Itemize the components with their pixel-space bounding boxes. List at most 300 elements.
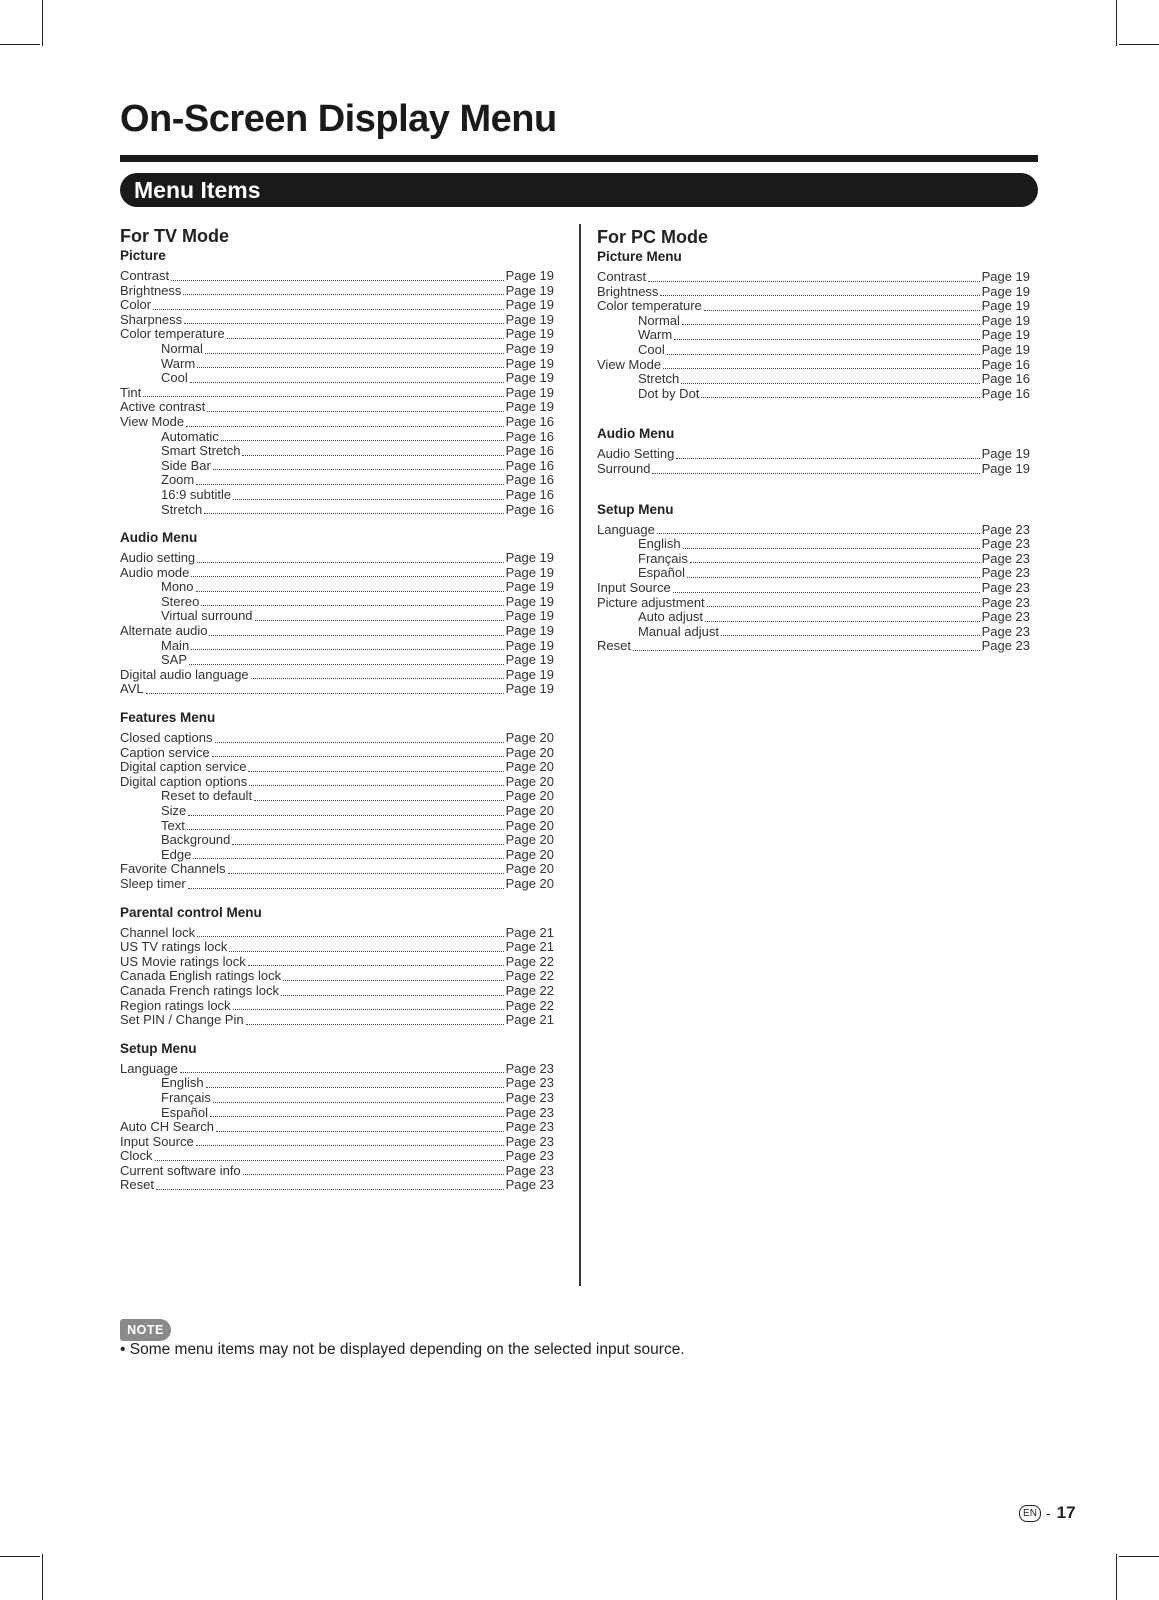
menu-item-label: Edge [161,846,192,862]
menu-item-page-ref: Page 20 [505,730,554,746]
menu-item-label: Language [597,521,655,537]
menu-item-label: Cool [161,370,188,386]
menu-subitem [597,314,1030,329]
dot-leader [204,513,503,514]
menu-item [597,285,1030,300]
menu-item-label: Normal [638,312,680,328]
dot-leader [233,499,503,500]
menu-item-label: SAP [161,652,188,668]
dot-leader [207,411,503,412]
menu-item-label: Brightness [597,283,659,299]
menu-item-page-ref: Page 19 [981,298,1030,314]
menu-item [120,566,554,581]
menu-item-label: AVL [120,681,144,697]
note-badge: NOTE [120,1319,171,1341]
menu-subitem [597,610,1030,625]
menu-item [120,1149,554,1164]
menu-item [120,682,554,697]
note-text: • Some menu items may not be displayed depending on the selected input source. [120,1341,685,1358]
menu-item-page-ref: Page 23 [981,521,1030,537]
menu-item-label: Contrast [597,269,647,284]
dot-leader [667,354,980,355]
dot-leader [248,965,504,966]
menu-item [120,415,554,430]
dot-leader [652,473,979,474]
menu-item-label: Size [161,803,187,818]
menu-item-page-ref: Page 19 [505,550,554,566]
menu-item-page-ref: Page 16 [505,457,554,473]
menu-item-page-ref: Page 22 [505,997,554,1013]
menu-item-label: Surround [597,460,651,476]
menu-subitem [120,488,554,503]
menu-item [597,358,1030,373]
dot-leader [180,1072,504,1073]
menu-item-label: Audio setting [120,550,196,566]
menu-item [120,624,554,639]
menu-section-title: Parental control Menu [120,904,262,920]
menu-item-page-ref: Page 19 [505,355,554,371]
menu-section [120,904,554,1028]
dot-leader [704,310,980,311]
dot-leader [242,455,503,456]
menu-item-page-ref: Page 20 [505,846,554,862]
menu-subitem [120,833,554,848]
dot-leader [216,1131,504,1132]
menu-item-label: Stretch [638,371,680,387]
menu-item-label: Background [161,832,231,848]
dot-leader [648,281,979,282]
menu-item-page-ref: Page 19 [505,399,554,415]
menu-item-label: Español [638,565,685,581]
dot-leader [707,606,980,607]
menu-item-label: Alternate audio [120,623,208,639]
menu-section [120,529,554,697]
menu-item [120,269,554,284]
menu-item-page-ref: Page 20 [505,759,554,775]
menu-item-page-ref: Page 16 [505,501,554,517]
dot-leader [246,1024,504,1025]
menu-item-label: Digital caption options [120,773,248,789]
menu-item-page-ref: Page 21 [505,1012,554,1028]
menu-section-title: Setup Menu [120,1040,197,1056]
menu-item [597,270,1030,285]
menu-item-label: Color [120,297,152,313]
menu-item-page-ref: Page 19 [505,666,554,682]
dot-leader [184,323,503,324]
menu-item-label: US Movie ratings lock [120,953,246,969]
menu-subitem [597,552,1030,567]
menu-item-page-ref: Page 22 [505,953,554,969]
dot-leader [254,800,504,801]
dot-leader [690,562,980,563]
menu-section-title: Picture [120,248,166,263]
menu-item-page-ref: Page 21 [505,939,554,955]
menu-item-page-ref: Page 19 [505,297,554,313]
menu-item-page-ref: Page 20 [505,832,554,848]
menu-item-page-ref: Page 19 [981,460,1030,476]
menu-item-label: Clock [120,1148,153,1164]
menu-item-page-ref: Page 23 [505,1119,554,1135]
menu-item-page-ref: Page 19 [505,268,554,283]
crop-mark [1116,1554,1117,1600]
menu-item [120,731,554,746]
dot-leader [183,294,503,295]
menu-item-label: View Mode [597,356,662,372]
menu-item-page-ref: Page 20 [505,817,554,833]
menu-item [120,999,554,1014]
menu-subitem [120,653,554,668]
menu-item-label: Automatic [161,428,219,444]
menu-item [597,299,1030,314]
menu-subitem [120,1106,554,1121]
dot-leader [682,324,980,325]
menu-section [120,709,554,892]
menu-item-label: Digital audio language [120,666,249,682]
dot-leader [232,844,503,845]
menu-item-page-ref: Page 23 [981,623,1030,639]
menu-section-title: Features Menu [120,710,216,726]
menu-item-page-ref: Page 19 [505,282,554,298]
menu-item-page-ref: Page 19 [505,311,554,327]
menu-item-page-ref: Page 16 [505,472,554,488]
dot-leader [210,1116,504,1117]
dot-leader [187,829,504,830]
menu-item-label: Audio mode [120,564,190,580]
dot-leader [213,1102,504,1103]
menu-item [597,523,1030,538]
menu-item-label: Canada French ratings lock [120,982,279,998]
menu-item-label: Auto adjust [638,609,704,625]
menu-section-title: Picture Menu [597,249,682,264]
menu-item-label: Current software info [120,1162,241,1178]
menu-subitem [120,789,554,804]
menu-item [120,1135,554,1150]
dot-leader [676,458,979,459]
dot-leader [186,426,503,427]
dot-leader [721,635,980,636]
crop-mark [0,44,40,45]
dot-leader [633,650,980,651]
menu-item-page-ref: Page 23 [505,1075,554,1091]
menu-subitem [120,342,554,357]
dot-leader [249,785,503,786]
dot-leader [673,592,980,593]
dot-leader [153,309,503,310]
menu-subitem [120,503,554,518]
menu-item-page-ref: Page 19 [505,326,554,342]
tv-mode-title: For TV Mode [120,226,229,246]
dot-leader [197,936,503,937]
dot-leader [190,382,504,383]
tv-mode-sections [120,247,554,1193]
dot-leader [233,1009,504,1010]
page-footer [1019,1502,1076,1524]
dot-leader [701,397,979,398]
menu-item [120,984,554,999]
menu-item-label: Main [161,637,190,653]
menu-subitem [120,639,554,654]
menu-item-label: Set PIN / Change Pin [120,1012,244,1028]
menu-item-page-ref: Page 20 [505,744,554,760]
menu-item-label: Tint [120,384,142,400]
menu-item-page-ref: Page 19 [505,579,554,595]
menu-item-label: Input Source [120,1133,194,1149]
dot-leader [213,469,504,470]
crop-mark [42,0,43,46]
menu-item-page-ref: Page 20 [505,861,554,877]
menu-item [120,746,554,761]
menu-section-title: Setup Menu [597,501,674,517]
menu-subitem [597,566,1030,581]
dot-leader [283,980,503,981]
menu-item-page-ref: Page 19 [981,283,1030,299]
menu-item-label: Canada English ratings lock [120,968,282,984]
menu-subitem [597,372,1030,387]
dot-leader [221,440,504,441]
menu-item-label: Favorite Channels [120,861,226,877]
menu-item-label: Active contrast [120,399,206,415]
menu-subitem [597,328,1030,343]
dot-leader [201,605,503,606]
dot-leader [196,484,503,485]
menu-item-label: Español [161,1104,208,1120]
menu-item-page-ref: Page 19 [505,608,554,624]
menu-item-label: Reset to default [161,788,253,804]
dot-leader [657,533,980,534]
menu-item-label: Brightness [120,282,182,298]
menu-subitem [597,343,1030,358]
menu-item-page-ref: Page 16 [505,413,554,429]
menu-subitem [120,473,554,488]
menu-item-page-ref: Page 20 [505,788,554,804]
menu-item-page-ref: Page 19 [505,564,554,580]
dot-leader [155,1160,504,1161]
dot-leader [156,1189,504,1190]
menu-item [120,284,554,299]
dot-leader [248,771,503,772]
menu-section [120,247,554,517]
menu-section [120,1040,554,1193]
dot-leader [212,756,504,757]
dot-leader [188,888,504,889]
dot-leader [681,383,979,384]
menu-item-label: Manual adjust [638,623,719,639]
menu-item-page-ref: Page 23 [981,579,1030,595]
menu-item-label: English [638,536,681,552]
menu-item [120,1062,554,1077]
menu-item-label: US TV ratings lock [120,939,228,955]
menu-item [120,940,554,955]
dot-leader [687,577,980,578]
menu-item-label: Reset [120,1177,154,1193]
menu-item-label: View Mode [120,413,185,429]
menu-item-label: Stereo [161,593,200,609]
menu-item-label: Français [638,550,688,566]
menu-subitem [597,537,1030,552]
menu-item-page-ref: Page 16 [981,385,1030,401]
menu-item [120,298,554,313]
dot-leader [196,591,504,592]
menu-subitem [120,804,554,819]
menu-item [120,1120,554,1135]
menu-item-page-ref: Page 23 [981,565,1030,581]
menu-section [597,248,1030,401]
page-number: 17 [1056,1503,1076,1522]
menu-item-page-ref: Page 19 [981,269,1030,284]
menu-item [120,775,554,790]
menu-item-page-ref: Page 20 [505,773,554,789]
menu-item-page-ref: Page 16 [505,486,554,502]
dot-leader [191,649,503,650]
dot-leader [189,664,504,665]
menu-item-page-ref: Page 23 [505,1162,554,1178]
menu-item [120,926,554,941]
pc-mode-column [597,226,1030,678]
menu-item-label: 16:9 subtitle [161,486,232,502]
crop-mark [42,1554,43,1600]
menu-section-title: Audio Menu [597,426,675,442]
menu-item [120,551,554,566]
menu-item-page-ref: Page 22 [505,968,554,984]
menu-item-page-ref: Page 23 [505,1089,554,1105]
crop-mark [1116,0,1117,46]
dot-leader [243,1174,504,1175]
menu-item-label: Français [161,1089,211,1105]
dot-leader [143,396,503,397]
menu-item-label: Mono [161,579,194,595]
menu-item [120,313,554,328]
menu-item-page-ref: Page 19 [981,341,1030,357]
menu-item-label: Stretch [161,501,203,517]
menu-item [120,1178,554,1193]
menu-subitem [597,387,1030,402]
menu-item-label: Side Bar [161,457,211,473]
menu-item-page-ref: Page 23 [981,550,1030,566]
menu-item [120,400,554,415]
menu-item [597,639,1030,654]
menu-item-page-ref: Page 23 [505,1133,554,1149]
menu-item-label: Picture adjustment [597,594,705,610]
menu-item [120,386,554,401]
menu-item-label: English [161,1075,204,1091]
menu-item [597,596,1030,611]
menu-section [597,425,1030,476]
dot-leader [191,576,503,577]
menu-item-label: Color temperature [597,298,702,314]
dot-leader [281,995,504,996]
dot-leader [205,353,504,354]
dot-leader [228,873,504,874]
menu-item-label: Warm [638,327,673,343]
menu-item-label: Sharpness [120,311,183,327]
dot-leader [215,742,504,743]
menu-item-label: Dot by Dot [638,385,700,401]
menu-item-page-ref: Page 20 [505,803,554,818]
menu-item [120,327,554,342]
menu-item-label: Sleep timer [120,875,186,891]
menu-subitem [120,371,554,386]
menu-item-page-ref: Page 23 [505,1060,554,1076]
title-rule [120,155,1038,162]
pc-mode-title: For PC Mode [597,227,708,247]
dot-leader [197,367,503,368]
crop-mark [1119,44,1159,45]
crop-mark [0,1556,40,1557]
dot-leader [227,338,504,339]
menu-item-page-ref: Page 16 [981,356,1030,372]
section-header-bar [120,173,1038,207]
language-badge: EN [1019,1505,1041,1522]
menu-item-label: Closed captions [120,730,213,746]
menu-item-page-ref: Page 19 [981,312,1030,328]
menu-item-page-ref: Page 23 [505,1148,554,1164]
dot-leader [209,635,503,636]
menu-item-page-ref: Page 19 [505,637,554,653]
menu-section-title: Audio Menu [120,530,198,546]
menu-item-page-ref: Page 23 [981,536,1030,552]
pc-mode-sections [597,248,1030,654]
menu-item-page-ref: Page 19 [505,370,554,386]
crop-mark [1119,1556,1159,1557]
menu-item [597,581,1030,596]
menu-item-label: Channel lock [120,924,196,940]
menu-item-label: Caption service [120,744,210,760]
menu-item [120,969,554,984]
menu-item-label: Language [120,1060,178,1076]
menu-subitem [597,625,1030,640]
menu-item-page-ref: Page 23 [981,594,1030,610]
menu-item-label: Auto CH Search [120,1119,214,1135]
menu-item-label: Cool [638,341,665,357]
menu-subitem [120,357,554,372]
dot-leader [196,1145,504,1146]
dot-leader [193,858,503,859]
menu-item-page-ref: Page 23 [505,1104,554,1120]
menu-item-label: Zoom [161,472,195,488]
menu-item [120,1164,554,1179]
menu-item-page-ref: Page 23 [981,609,1030,625]
dot-leader [705,621,980,622]
dot-leader [229,951,503,952]
menu-subitem [120,1076,554,1091]
menu-subitem [120,444,554,459]
menu-subitem [120,848,554,863]
dot-leader [251,678,504,679]
dot-leader [188,815,503,816]
menu-item-label: Digital caption service [120,759,247,775]
menu-item-label: Contrast [120,268,170,283]
menu-item-page-ref: Page 19 [505,593,554,609]
page-separator: - [1046,1505,1051,1521]
menu-item-page-ref: Page 19 [505,652,554,668]
tv-mode-column [120,225,554,1205]
menu-subitem [120,1091,554,1106]
dot-leader [171,280,503,281]
menu-item-page-ref: Page 19 [505,384,554,400]
dot-leader [197,562,503,563]
menu-item-page-ref: Page 16 [505,428,554,444]
menu-item [120,1013,554,1028]
menu-item-label: Warm [161,355,196,371]
menu-item [120,955,554,970]
menu-item-label: Smart Stretch [161,443,241,459]
menu-item [120,877,554,892]
column-divider [579,224,581,1286]
dot-leader [146,693,504,694]
menu-item-label: Region ratings lock [120,997,231,1013]
section-header-title: Menu Items [134,177,261,203]
menu-item-label: Reset [597,638,631,654]
